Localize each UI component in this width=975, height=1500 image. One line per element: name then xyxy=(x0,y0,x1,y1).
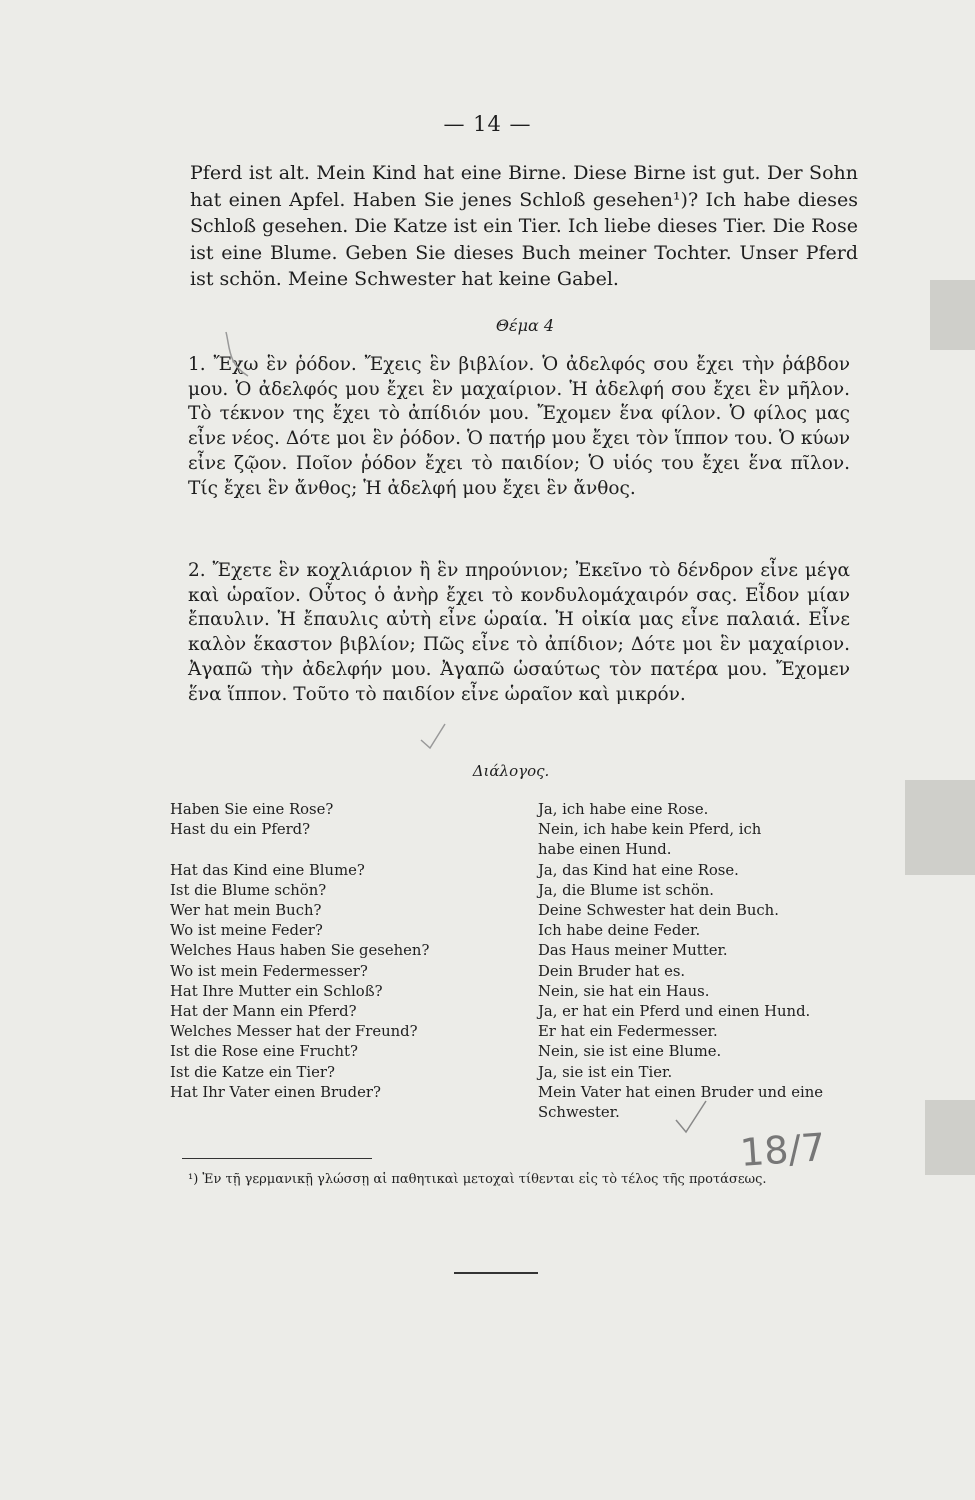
dialog-row xyxy=(170,1083,860,1123)
dialog-answer: Ja, ich habe eine Rose. xyxy=(538,801,709,818)
german-exercise-paragraph: Pferd ist alt. Mein Kind hat eine Birne. Diese Birne ist gut. Der Sohn hat einen Apfel. Haben Sie jenes Schloß gesehen¹)? Ich habe dieses Schloß gesehen. Die Katze ist ein Tier. Ich liebe dieses Tier. Die Rose ist eine Blume. Geben Sie dieses Buch meiner Tochter. Unser Pferd ist schön. Meine Schwester hat keine Gabel. xyxy=(190,162,858,290)
pencil-check-mark xyxy=(418,722,448,752)
dialog-table xyxy=(170,800,860,1123)
dialog-row xyxy=(170,800,860,820)
dialog-row xyxy=(170,861,860,881)
dialog-question: Welches Haus haben Sie gesehen? xyxy=(170,942,430,960)
dialog-question: Hat Ihr Vater einen Bruder? xyxy=(170,1083,381,1101)
dialog-question: Ist die Katze ein Tier? xyxy=(170,1063,335,1081)
dialog-answer: Das Haus meiner Mutter. xyxy=(538,942,728,960)
dialog-heading: Διάλογος. xyxy=(472,762,550,780)
dialog-row xyxy=(170,1002,860,1022)
dialog-question: Welches Messer hat der Freund? xyxy=(170,1023,418,1041)
dialog-question: Haben Sie eine Rose? xyxy=(170,801,334,818)
dialog-row xyxy=(170,901,860,921)
dialog-row xyxy=(170,1022,860,1042)
dialog-row xyxy=(170,820,860,860)
scan-shadow-top-right xyxy=(930,280,975,350)
page-number: — 14 — xyxy=(443,112,532,136)
theme-heading: Θέμα 4 xyxy=(495,316,555,335)
end-of-page-rule xyxy=(454,1272,538,1274)
dialog-question: Ist die Rose eine Frucht? xyxy=(170,1043,358,1061)
scan-shadow-right xyxy=(905,780,975,875)
dialog-answer: Er hat ein Federmesser. xyxy=(538,1023,718,1041)
dialog-question: Wo ist mein Federmesser? xyxy=(170,962,368,980)
dialog-question: Hat Ihre Mutter ein Schloß? xyxy=(170,982,383,1000)
pencil-check-mark-dialog xyxy=(672,1098,712,1138)
dialog-question: Hat der Mann ein Pferd? xyxy=(170,1003,357,1021)
dialog-answer: Ich habe deine Feder. xyxy=(538,922,701,940)
dialog-row xyxy=(170,1063,860,1083)
dialog-question: Wo ist meine Feder? xyxy=(170,922,323,940)
dialog-row xyxy=(170,941,860,961)
dialog-answer: Nein, ich habe kein Pferd, ich habe einen Hund. xyxy=(538,821,762,859)
footnote: ¹) Ἐν τῇ γερμανικῇ γλώσσῃ αἱ παθητικαὶ μετοχαὶ τίθενται εἰς τὸ τέλος τῆς προτάσεως. xyxy=(188,1172,767,1187)
greek-exercise-1: 1. Ἔχω ἓν ῥόδον. Ἔχεις ἓν βιβλίον. Ὁ ἀδελφός σου ἔχει τὴν ῥάβδον μου. Ὁ ἀδελφός μου ἔχει ἓν μαχαίριον. Ἡ ἀδελφή σου ἔχει ἓν μῆλον. Τὸ τέκνον της ἔχει τὸ ἀπίδιόν μου. Ἔχομεν ἕνα φίλον. Ὁ φίλος μας εἶνε νέος. Δότε μοι ἓν ῥόδον. Ὁ πατήρ μου ἔχει τὸν ἵππον του. Ὁ κύων εἶνε ζῷον. Ποῖον ῥόδον ἔχει τὸ παιδίον; Ὁ υἱός του ἔχει ἕνα πῖλον. Τίς ἔχει ἓν ἄνθος; Ἡ ἀδελφή μου ἔχει ἓν ἄνθος. xyxy=(188,354,850,499)
handwritten-note: 18/7 xyxy=(738,1125,827,1175)
footnote-divider xyxy=(182,1158,372,1159)
dialog-question: Wer hat mein Buch? xyxy=(170,902,322,920)
dialog-row xyxy=(170,982,860,1002)
dialog-answer: Ja, die Blume ist schön. xyxy=(538,881,714,899)
dialog-answer: Deine Schwester hat dein Buch. xyxy=(538,902,779,920)
dialog-row xyxy=(170,881,860,901)
dialog-answer: Ja, das Kind hat eine Rose. xyxy=(538,861,739,879)
greek-exercise-2: 2. Ἔχετε ἓν κοχλιάριον ἢ ἓν πηρούνιον; Ἐκεῖνο τὸ δένδρον εἶνε μέγα καὶ ὡραῖον. Οὗτος ὁ ἀνὴρ ἔχει τὸ κονδυλομάχαιρόν σας. Εἶδον μίαν ἔπαυλιν. Ἡ ἔπαυλις αὐτὴ εἶνε ὡραία. Ἡ οἰκία μας εἶνε παλαιά. Εἶνε καλὸν ἕκαστον βιβλίον; Πῶς εἶνε τὸ ἀπίδιον; Δότε μοι ἓν μαχαίριον. Ἀγαπῶ τὴν ἀδελφήν μου. Ἀγαπῶ ὡσαύτως τὸν πατέρα μου. Ἔχομεν ἕνα ἵππον. Τοῦτο τὸ παιδίον εἶνε ὡραῖον καὶ μικρόν. xyxy=(188,560,850,705)
dialog-row xyxy=(170,962,860,982)
dialog-answer: Mein Vater hat einen Bruder und eine Schwester. xyxy=(538,1083,824,1122)
dialog-answer: Ja, er hat ein Pferd und einen Hund. xyxy=(538,1003,811,1021)
dialog-row xyxy=(170,1042,860,1062)
dialog-question: Hast du ein Pferd? xyxy=(170,821,311,839)
dialog-answer: Ja, sie ist ein Tier. xyxy=(538,1063,673,1081)
dialog-answer: Dein Bruder hat es. xyxy=(538,962,686,980)
dialog-answer: Nein, sie hat ein Haus. xyxy=(538,982,710,1000)
dialog-row xyxy=(170,921,860,941)
dialog-question: Hat das Kind eine Blume? xyxy=(170,861,365,879)
pencil-bracket-mark xyxy=(222,330,252,380)
scan-shadow-bottom-right xyxy=(925,1100,975,1175)
dialog-question: Ist die Blume schön? xyxy=(170,881,327,899)
dialog-answer: Nein, sie ist eine Blume. xyxy=(538,1043,722,1061)
